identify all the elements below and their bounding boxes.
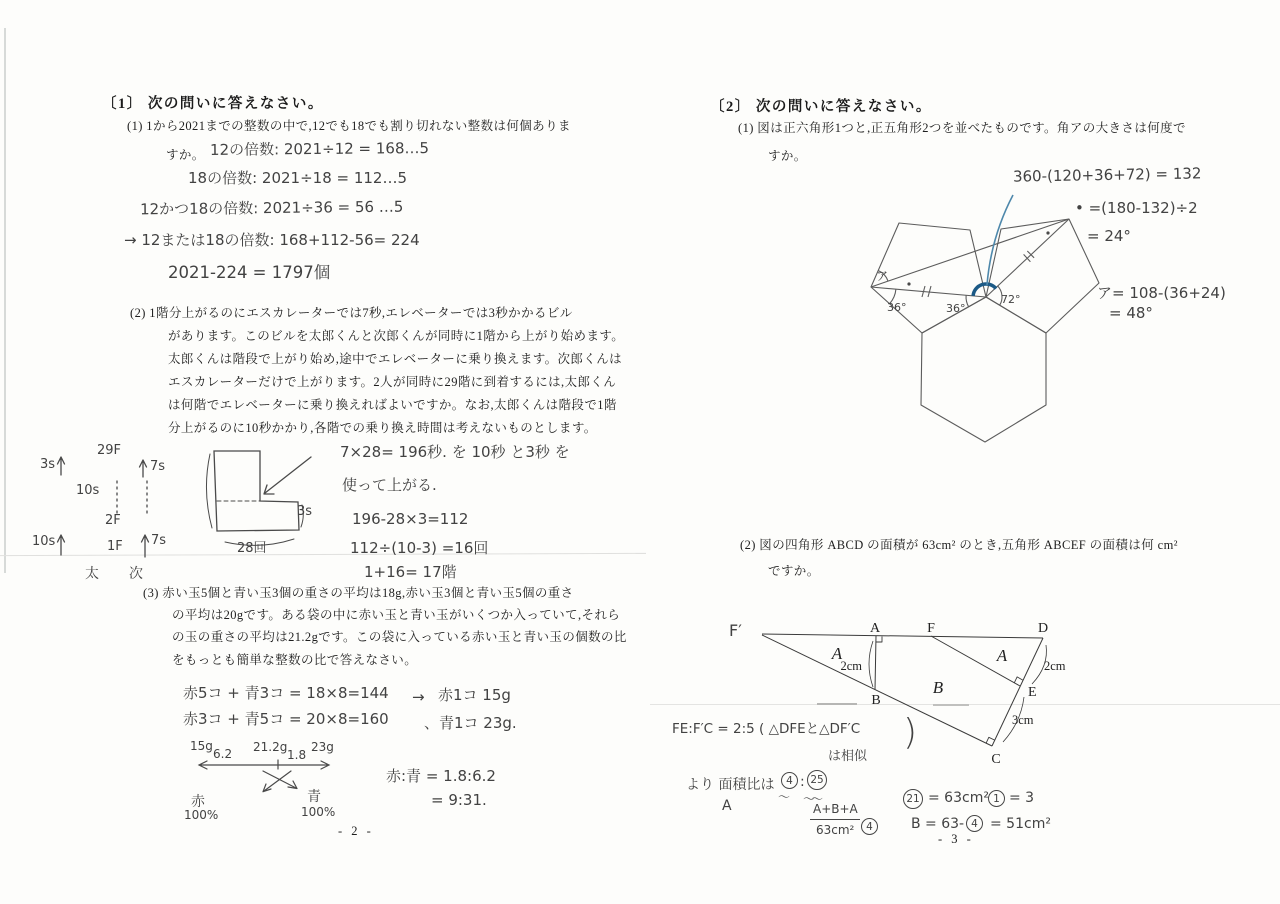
lshape-left-brace: [206, 454, 212, 528]
cross-arrow: [263, 771, 291, 792]
q1-solution-line-2: 18の倍数: 2021÷18 = 112…5: [188, 169, 408, 187]
q3-solution-blue-weight: 、青1コ 23g.: [424, 714, 517, 732]
q1-solution-line-1: 12の倍数: 2021÷12 = 168…5: [209, 139, 430, 159]
lshape-28-label: 28回: [237, 541, 267, 556]
region-b-mid: B: [932, 678, 944, 697]
escalator-time-top-label: 7s: [150, 459, 166, 474]
q2-solution-line-4: 112÷(10-3) =16回: [350, 539, 489, 557]
q2-line-6: 分上がるのに10秒かかり,各階での乗り換え時間は考えないものとします。: [168, 421, 597, 435]
section-2-header: 〔2〕 次の問いに答えなさい。: [710, 99, 932, 115]
under-a-label: A: [722, 798, 732, 814]
q1-solution-line-4: → 12または18の倍数: 168+112-56= 224: [124, 231, 420, 249]
r-q1-line-2: すか。: [768, 149, 807, 163]
r-q1-solution-line-4: ア= 108-(36+24): [1097, 284, 1226, 302]
right-pentagon-outline: [986, 219, 1099, 333]
left-pentagon-outline: [871, 223, 986, 333]
up-arrow: [140, 460, 147, 477]
q2-line-4: エスカレーターだけで上がります。2人が同時に29階に到着するには,太郎くん: [168, 375, 617, 389]
dim-de-2cm: 2cm: [1044, 659, 1066, 673]
squiggle-under-4: 〜: [778, 790, 791, 804]
section-1-header: 〔1〕 次の問いに答えなさい。: [102, 96, 324, 112]
q2-solution-line-2: 使って上がる.: [342, 476, 437, 494]
r-q2-similarity-line: FE:F′C = 2:5 ( △DFEと△DF′C: [672, 721, 861, 737]
numberline-axis: [199, 761, 329, 769]
lshape-outline: [214, 451, 299, 531]
q1-solution-answer: 2021-224 = 1797個: [168, 263, 331, 282]
lshape-10s-label: 10s: [76, 483, 100, 498]
dim-ec-3cm: 3cm: [1012, 713, 1034, 727]
q3-solution-arrow: →: [412, 688, 425, 706]
vertex-f: F: [927, 621, 935, 636]
tick-marks: [922, 251, 1034, 297]
numberline-15g: 15g: [190, 739, 213, 753]
blue-percent: 100%: [301, 805, 336, 819]
numberline-1-8: 1.8: [287, 748, 307, 762]
dim-ab-2cm: 2cm: [840, 659, 862, 673]
fraction-bar: [810, 819, 860, 820]
up-arrow: [58, 535, 65, 555]
vertex-d: D: [1037, 621, 1049, 636]
vertex-b: B: [871, 693, 881, 708]
scan-edge-line: [4, 28, 6, 573]
up-arrow: [142, 535, 149, 557]
r-q1-solution-line-2: • =(180-132)÷2: [1075, 199, 1198, 217]
stairs-arrows-diagram: [55, 450, 155, 565]
q3-solution-red-weight: 赤1コ 15g: [438, 686, 511, 704]
hexagon-outline: [921, 297, 1046, 442]
floor-2-label: 2F: [105, 513, 121, 528]
top-line-fprime-d: [762, 634, 1043, 638]
pointer-arrow: [264, 457, 311, 494]
ratio-colon: :: [800, 774, 805, 790]
q2-solution-answer: 1+16= 17階: [364, 563, 457, 581]
floor-29-label: 29F: [97, 443, 122, 458]
page-number-2: - 2 -: [338, 824, 374, 838]
q3-line-2: の平均は20gです。ある袋の中に赤い玉と青い玉がいくつか入っていて,それら: [172, 608, 621, 622]
circled-4-answer: 4: [966, 815, 983, 832]
polygon-figure: [845, 175, 1115, 465]
numberline-23g: 23g: [311, 740, 334, 754]
region-a-right: A: [996, 646, 1008, 665]
q2-line-5: は何階でエレベーターに乗り換えればよいですか。なお,太郎くんは階段で1階: [168, 398, 617, 412]
q2-line-2: があります。このビルを太郎くんと次郎くんが同時に1階から上がり始めます。: [168, 329, 625, 343]
blue-label: 青: [307, 789, 321, 805]
vertex-c: C: [991, 752, 1001, 767]
q2-solution-line-3: 196-28×3=112: [352, 510, 469, 528]
eq-1-value: = 3: [1009, 790, 1035, 806]
q2-solution-line-1: 7×28= 196秒. を 10秒 と3秒 を: [340, 443, 570, 461]
fraction-denominator: 63cm²: [816, 823, 855, 837]
r-q1-solution-line-1: 360-(120+36+72) = 132: [1012, 164, 1202, 186]
angle-72-label: 72°: [1001, 293, 1021, 306]
answer-b-pre: B = 63-: [911, 816, 965, 832]
angle-36-center-label: 36°: [946, 302, 966, 315]
squiggle-under-25: 〜〜: [803, 792, 820, 806]
eq-21-value: = 63cm²: [928, 790, 989, 806]
escalator-time-bottom-label: 7s: [151, 533, 167, 548]
angle-a-label: ア: [876, 269, 889, 283]
vertex-e: E: [1028, 685, 1037, 700]
floor-1-label: 1F: [107, 539, 123, 554]
angle-dot-right: [1046, 231, 1049, 234]
angle-36-left-label: 36°: [887, 301, 907, 314]
r-q2-big-paren: ): [903, 712, 918, 753]
q1-solution-line-3: 12かつ18の倍数: 2021÷36 = 56 …5: [139, 197, 404, 219]
r-q2-area-ratio-label: より 面積比は: [686, 777, 775, 793]
r-q1-line-1: (1) 図は正六角形1つと,正五角形2つを並べたものです。角アの大きさは何度で: [738, 121, 1186, 135]
q3-solution-eq-2: 赤3コ + 青5コ = 20×8=160: [183, 710, 389, 728]
up-arrow: [58, 457, 65, 475]
r-q2-line-1: (2) 図の四角形 ABCD の面積が 63cm² のとき,五角形 ABCEF の面積は何 cm²: [740, 538, 1178, 552]
red-percent: 100%: [184, 808, 219, 822]
angle-arc-36-center: [966, 295, 969, 307]
taro-label: 太: [85, 566, 99, 582]
numberline-6-2: 6.2: [213, 747, 233, 761]
r-q1-solution-line-3: = 24°: [1087, 227, 1131, 245]
right-angle-at-e: [1014, 677, 1023, 683]
r-q2-similar-note: は相似: [828, 749, 868, 764]
red-label: 赤: [191, 794, 205, 810]
q3-solution-eq-1: 赤5コ + 青3コ = 18×8=144: [183, 684, 389, 702]
r-q2-line-2: ですか。: [768, 564, 820, 578]
answer-b-post: = 51cm²: [990, 816, 1051, 832]
circled-4: 4: [781, 772, 798, 789]
q3-ratio-answer: = 9:31.: [431, 791, 487, 809]
q2-line-3: 太郎くんは階段で上がり始め,途中でエレベーターに乗り換えます。次郎くんは: [168, 352, 623, 366]
stair-time-label: 10s: [32, 534, 56, 549]
q3-line-4: をもっとも簡単な整数の比で答えなさい。: [172, 653, 418, 667]
jiro-label: 次: [129, 566, 143, 582]
quadrilateral-figure: [715, 612, 1075, 777]
brace-ab: [869, 641, 873, 687]
vertex-f-prime: F′: [729, 621, 742, 640]
r-q1-solution-answer: = 48°: [1109, 304, 1153, 322]
region-a-left: A: [831, 644, 843, 663]
q1-line-1: (1) 1から2021までの整数の中で,12でも18でも割り切れない整数は何個ありま: [127, 119, 571, 133]
fraction-numerator: A+B+A: [813, 802, 858, 816]
numberline-21-2g: 21.2g: [253, 740, 288, 754]
right-angle-at-a: [876, 637, 882, 643]
circled-1: 1: [988, 790, 1005, 807]
q3-line-1: (3) 赤い玉5個と青い玉3個の重さの平均は18g,赤い玉3個と青い玉5個の重さ: [143, 586, 574, 600]
long-diagonal: [871, 219, 1069, 287]
circled-4-fraction: 4: [861, 818, 878, 835]
q3-ratio-line-1: 赤:青 = 1.8:6.2: [386, 767, 496, 785]
circled-25: 25: [807, 770, 827, 790]
page-number-3: - 3 -: [938, 832, 974, 846]
circled-21: 21: [903, 789, 923, 809]
segment-ab: [875, 636, 876, 690]
angle-dot-left: [907, 282, 910, 285]
q1-line-2: すか。: [166, 148, 205, 162]
vertex-a: A: [869, 621, 881, 636]
q2-line-1: (2) 1階分上がるのにエスカレーターでは7秒,エレベーターでは3秒かかるビル: [130, 306, 573, 320]
lshape-3s-label: 3s: [297, 504, 313, 519]
q3-line-3: の玉の重さの平均は21.2gです。この袋に入っている赤い玉と青い玉の個数の比: [172, 630, 627, 644]
elevator-time-label: 3s: [40, 457, 56, 472]
